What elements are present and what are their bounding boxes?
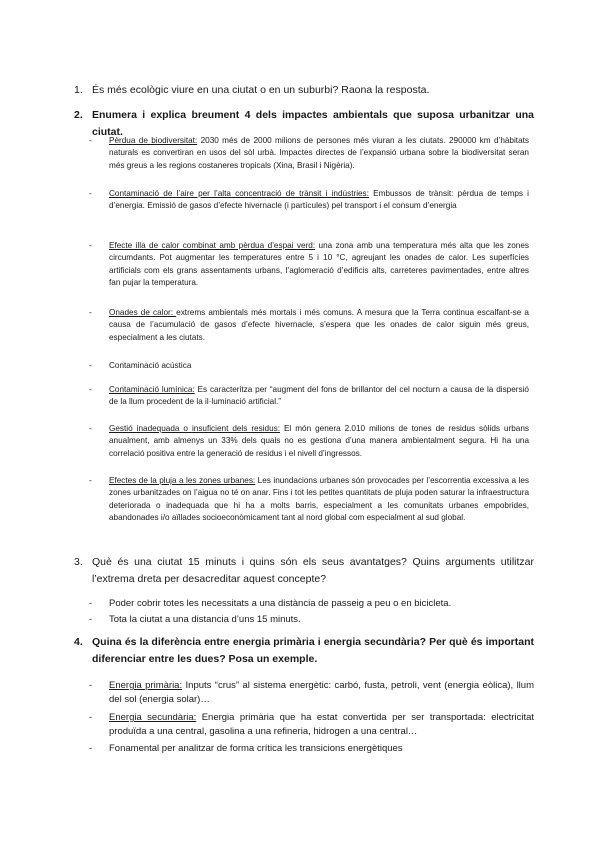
item-term: Contaminació de l’aire per l’alta concentració de trànsit i indústries:: [109, 189, 369, 198]
item-text: El món genera 2.010 milions de tones de residus sòlids urbans anualment, amb almenys un 33% dels quals no es gestiona d’una manera ambientalment segura. Hi ha una correlació positiva entre la generació de residus i el nivell d’ingressos.: [109, 424, 529, 458]
bullet-dash: -: [89, 598, 93, 609]
bullet-dash: -: [89, 424, 92, 433]
list-item: [89, 423, 529, 460]
list-item: [89, 475, 529, 524]
bullet-dash: -: [89, 680, 93, 691]
item-text: Embussos de trànsit: pèrdua de temps i d’energia. Emissió de gasos d’efecte hivernacle (i partícules) pel transport i el consum d’energia: [109, 189, 529, 211]
list-item: [89, 742, 534, 756]
bullet-dash: -: [89, 476, 92, 485]
list-item: [89, 188, 529, 213]
item-text: Es caracteritza per “augment del fons de brillantor del cel nocturn a causa de la dispersió de la llum procedent de la il·luminació artificial.”: [109, 385, 529, 407]
list-item: [89, 135, 529, 172]
question-text: És més ecològic viure en una ciutat o en un suburbi? Raona la resposta.: [92, 84, 430, 96]
item-term: Energia primària:: [109, 680, 183, 691]
bullet-dash: -: [89, 385, 92, 394]
question-text: Què és una ciutat 15 minuts i quins són els seus avantatges? Quins arguments utilitzar l’extrema dreta per desacreditar aquest concepte?: [92, 556, 534, 585]
bullet-dash: -: [89, 743, 93, 754]
bullet-dash: -: [89, 614, 93, 625]
item-text: 2030 més de 2000 milions de persones més viuran a les ciutats. 290000 km d’hàbitats naturals es convertiran en usos del sòl urbà. Impactes directes de l’expansió urbana sobre la biodiversitat seran més greus a les regions costaneres tropicals (Xina, Brasil i Nigèria).: [109, 136, 529, 170]
item-term: Gestió inadequada o insuficient dels residus:: [109, 424, 280, 433]
list-item: [89, 384, 529, 409]
list-item: [89, 597, 534, 611]
item-term: Efecte illa de calor combinat amb pèrdua d’espai verd:: [109, 241, 316, 250]
question-text: Enumera i explica breument 4 dels impactes ambientals que suposa urbanitzar una ciutat.: [92, 109, 534, 138]
list-item: [89, 307, 529, 344]
question-number: 3.: [74, 556, 83, 568]
bullet-dash: -: [89, 136, 92, 145]
item-text: Fonamental per analitzar de forma crítica les transicions energètiques: [109, 743, 403, 754]
question-number: 4.: [74, 636, 83, 648]
item-text: Tota la ciutat a una distancia d’uns 15 minuts.: [109, 614, 301, 625]
item-text: Energia primària que ha estat convertida per ser transportada: electricitat produïda a una central, gasolina a una refineria, hidrogen a una central…: [109, 712, 535, 737]
item-term: Contaminació lumínica:: [109, 385, 195, 394]
question-number: 2.: [74, 109, 83, 121]
list-item: [89, 613, 534, 627]
bullet-dash: -: [89, 308, 92, 317]
item-text: Poder cobrir totes les necessitats a una distància de passeig a peu o en bicicleta.: [109, 598, 452, 609]
question-1: [74, 82, 534, 99]
item-text: extrems ambientals més mortals i més comuns. A mesura que la Terra continua escalfant-se a causa de l’acumulació de gasos d’efecte hivernacle, s’espera que les onades de calor siguin més greus, especialment a les ciutats.: [109, 308, 529, 342]
item-term: Efectes de la pluja a les zones urbanes:: [109, 476, 256, 485]
list-item: [89, 711, 534, 738]
question-text: Quina és la diferència entre energia primària i energia secundària? Per què és important diferenciar entre les dues? Posa un exemple.: [92, 636, 534, 665]
item-term: Onades de calor:: [109, 308, 177, 317]
item-text: Inputs “crus” al sistema energètic: carbó, fusta, petroli, vent (energia eòlica), llum del sol (energia solar)…: [109, 680, 534, 705]
list-item: [89, 240, 529, 289]
bullet-dash: -: [89, 712, 93, 723]
bullet-dash: -: [89, 361, 92, 370]
item-text: Contaminació acústica: [109, 361, 192, 370]
list-item: [89, 360, 529, 372]
bullet-dash: -: [89, 189, 92, 198]
item-text: una zona amb una temperatura més alta que les zones circumdants. Pot augmentar les temperatures entre 5 i 10 °C, agreujant les onades de calor. Les superfícies artificials com els grans assentaments urbans, l’aglomeració d’edificis alts, carreteres pavimentades, entre altres fan pujar la temperatura.: [109, 241, 529, 287]
bullet-dash: -: [89, 241, 92, 250]
list-item: [89, 679, 534, 706]
question-number: 1.: [74, 84, 83, 96]
item-term: Energia secundària:: [109, 712, 197, 723]
question-3: [74, 554, 534, 587]
question-4: [74, 634, 534, 667]
item-text: Les inundacions urbanes són provocades per l’escorrentia excessiva a les zones urbanitzades on l’aigua no té on anar. Fins i tot les petites quantitats de pluja poden saturar la infraestructura deteriorada o inadequada que hi ha a molts barris, especialment a les comunitats urbanes empobrides, abandonades i/o aïllades socioeconòmicament tant al nord global com especialment al sud global.: [109, 476, 529, 522]
item-term: Pèrdua de biodiversitat:: [109, 136, 198, 145]
